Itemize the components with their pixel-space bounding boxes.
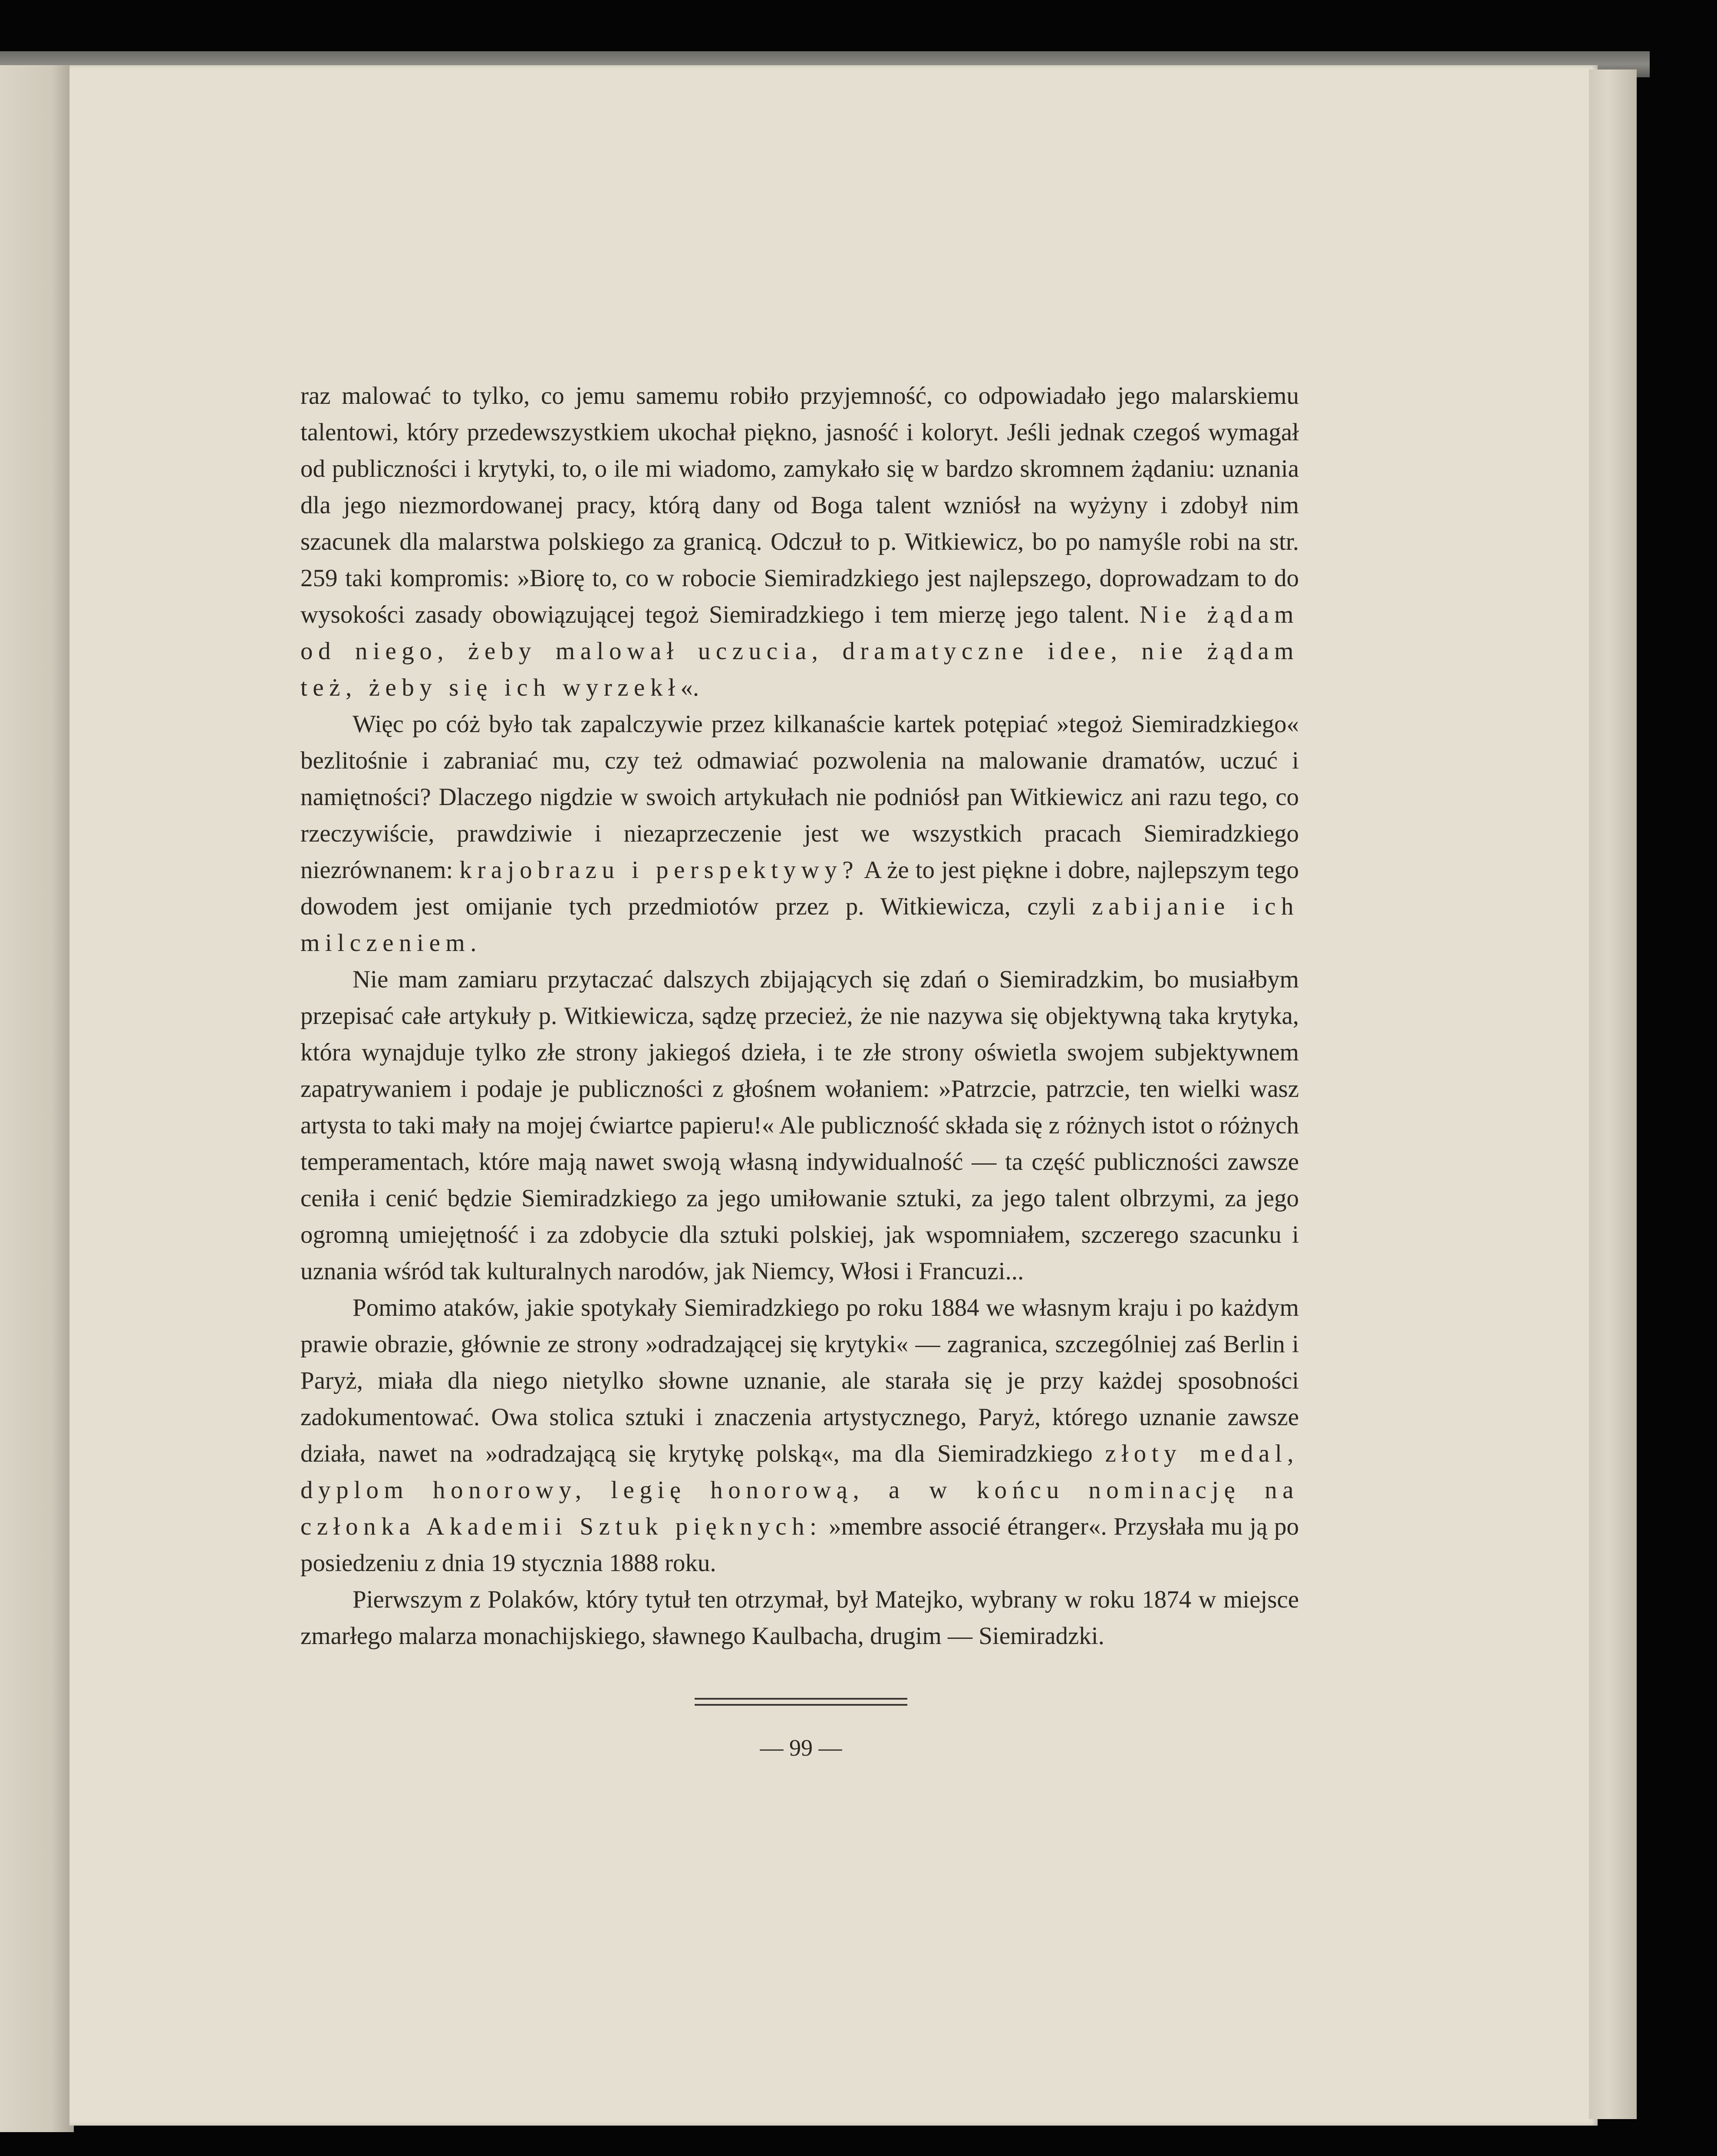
text-run: A że to jest piękne i dobre, najlepszym tego dowodem jest omijanie tych przedmiotów przez p. Witkiewicza, czyli	[300, 856, 1299, 920]
spaced-text-run: krajobrazu i perspektywy?	[459, 856, 859, 884]
text-run: Pomimo ataków, jakie spotykały Siemiradzkiego po roku 1884 we własnym kraju i po każdym prawie obrazie, głównie ze strony »odradzającej się krytyki« — zagranica, szczególniej zaś Berlin i Paryż, miała dla niego nietylko słowne uznanie, ale starała się je przy każdej sposobności zadokumentować. Owa stolica sztuki i znaczenia artystycznego, Paryż, którego uznanie zawsze działa, nawet na »odradzającą się krytykę polską«, ma dla Siemiradzkiego	[300, 1294, 1299, 1467]
spaced-text-run: Nie żądam od niego, żeby malował uczucia, dramatyczne idee, nie żądam też, żeby się ich wyrzekł	[300, 601, 1299, 701]
paragraph-4	[300, 1290, 1299, 1582]
text-run: Więc po cóż było tak zapalczywie przez kilkanaście kartek potępiać »tegoż Siemiradzkiego« bezlitośnie i zabraniać mu, czy też odmawiać pozwolenia na malowanie dramatów, uczuć i namiętności? Dlaczego nigdzie w swoich artykułach nie podniósł pan Witkiewicz ani razu tego, co rzeczywiście, prawdziwie i niezaprzeczenie jest we wszystkich pracach Siemiradzkiego niezrównanem:	[300, 710, 1299, 884]
rule-line	[695, 1704, 907, 1706]
paragraph-1	[300, 378, 1299, 706]
text-run: »membre associé étranger«. Przysłała mu ją po posiedzeniu z dnia 19 stycznia 1888 roku.	[300, 1513, 1299, 1577]
left-page-edge	[0, 65, 74, 2132]
spaced-text-run: zabijanie ich milczeniem	[300, 893, 1299, 957]
spaced-text-run: złoty medal, dyplom honorowy, legię honorową, a w końcu nominację na członka Akademii Sztuk pięknych:	[300, 1440, 1299, 1540]
body-text	[300, 378, 1299, 1654]
text-run: Nie mam zamiaru przytaczać dalszych zbijających się zdań o Siemiradzkim, bo musiałbym przepisać całe artykuły p. Witkiewicza, sądzę przecież, że nie nazywa się objektywną taka krytyka, która wynajduje tylko złe strony jakiegoś dzieła, i te złe strony oświetla swojem subjektywnem zapatrywaniem i podaje je publiczności z głośnem wołaniem: »Patrzcie, patrzcie, ten wielki wasz artysta to taki mały na mojej ćwiartce papieru!« Ale publiczność składa się z różnych istot o różnych temperamentach, które mają nawet swoją własną indywidualność — ta część publiczności zawsze ceniła i cenić będzie Siemiradzkiego za jego umiłowanie sztuki, za jego talent olbrzymi, za jego ogromną umiejętność i za zdobycie dla sztuki polskiej, jak wspomniałem, szczerego szacunku i uznania wśród tak kulturalnych narodów, jak Niemcy, Włosi i Francuzi...	[300, 966, 1299, 1285]
text-run: Pierwszym z Polaków, który tytuł ten otrzymał, był Matejko, wybrany w roku 1874 w miejsce zmarłego malarza monachijskiego, sławnego Kaulbacha, drugim — Siemiradzki.	[300, 1586, 1299, 1650]
text-run: «.	[680, 674, 699, 701]
text-run: raz malować to tylko, co jemu samemu robiło przyjemność, co odpowiadało jego malarskiemu talentowi, który przedewszystkiem ukochał piękno, jasność i koloryt. Jeśli jednak czegoś wymagał od publiczności i krytyki, to, o ile mi wiadomo, zamykało się w bardzo skromnem żądaniu: uznania dla jego niezmordowanej pracy, którą dany od Boga talent wzniósł na wyżyny i zdobył nim szacunek dla malarstwa polskiego za granicą. Odczuł to p. Witkiewicz, bo po namyśle robi na str. 259 taki kompromis: »Biorę to, co w robocie Siemiradzkiego jest najlepszego, doprowadzam to do wysokości zasady obowiązującej tegoż Siemiradzkiego i tem mierzę jego talent.	[300, 382, 1299, 628]
double-rule-divider	[695, 1698, 907, 1707]
paragraph-5	[300, 1582, 1299, 1654]
rule-line	[695, 1698, 907, 1700]
paragraph-2	[300, 706, 1299, 961]
page-stack-edge	[1589, 69, 1637, 2119]
page-number: — 99 —	[760, 1735, 842, 1761]
text-run: .	[470, 929, 477, 957]
paragraph-3	[300, 961, 1299, 1290]
